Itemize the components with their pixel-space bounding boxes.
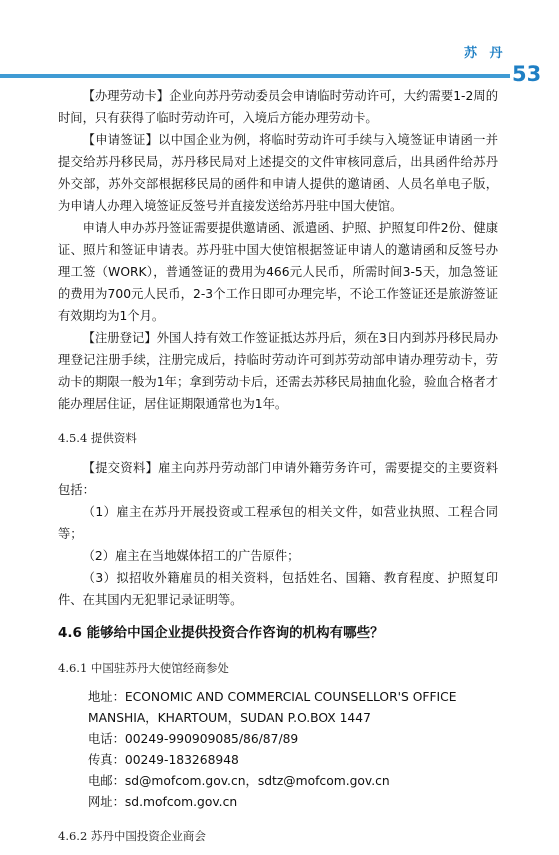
running-title: 苏 丹 [464, 46, 507, 61]
list-item-3: （3）拟招收外籍雇员的相关资料，包括姓名、国籍、教育程度、护照复印件、在其国内无犯罪记录证明等。 [58, 571, 498, 607]
paragraph-registration: 【注册登记】外国人持有效工作签证抵达苏丹后，须在3日内到苏丹移民局办理登记注册手续，注册完成后，持临时劳动许可到苏劳动部申请办理劳动卡，劳动卡的期限一般为1年；拿到劳动卡后，还需去苏移民局抽血化验，验血合格者才能办理居住证，居住证期限通常也为1年。 [58, 331, 498, 411]
contact-fax: 传真：00249-183268948 [88, 753, 239, 767]
paragraph-visa-application: 【申请签证】以中国企业为例，将临时劳动许可手续与入境签证申请函一并提交给苏丹移民局，苏丹移民局对上述提交的文件审核同意后，出具函件给苏丹外交部，苏外交部根据移民局的函件和申请人提供的邀请函、人员名单电子版，为申请人办理入境签证反签号并直接发送给苏丹驻中国大使馆。 [58, 133, 498, 213]
contact-block [58, 687, 498, 813]
paragraph-labor-card: 【办理劳动卡】企业向苏丹劳动委员会申请临时劳动许可，大约需要1-2周的时间，只有获得了临时劳动许可，入境后方能办理劳动卡。 [58, 89, 498, 125]
section-heading-4-6: 4.6 能够给中国企业提供投资合作咨询的机构有哪些？ [58, 625, 384, 641]
contact-email[interactable]: 电邮：sd@mofcom.gov.cn，sdtz@mofcom.gov.cn [88, 774, 390, 788]
paragraph-visa-requirements: 申请人申办苏丹签证需要提供邀请函、派遣函、护照、护照复印件2份、健康证、照片和签证申请表。苏丹驻中国大使馆根据签证申请人的邀请函和反签号办理工签（WORK），普通签证的费用为466元人民币，所需时间3-5天，加急签证的费用为700元人民币，2-3个工作日即可办理完毕，不论工作签证还是旅游签证有效期均为1个月。 [58, 221, 498, 323]
page-number: 53 [512, 62, 542, 86]
header-rule [0, 74, 510, 78]
contact-address: 地址：ECONOMIC AND COMMERCIAL COUNSELLOR'S OFFICE MANSHIA，KHARTOUM，SUDAN P.O.BOX 1447 [88, 690, 457, 725]
page-content [58, 85, 498, 855]
paragraph-submit-materials: 【提交资料】雇主向苏丹劳动部门申请外籍劳务许可，需要提交的主要资料包括： [58, 461, 498, 497]
list-item-2: （2）雇主在当地媒体招工的广告原件； [82, 549, 300, 563]
list-item-1: （1）雇主在苏丹开展投资或工程承包的相关文件，如营业执照、工程合同等； [58, 505, 498, 541]
contact-phone: 电话：00249-990909085/86/87/89 [88, 732, 299, 746]
subsection-heading-4-5-4: 4.5.4 提供资料 [58, 431, 137, 445]
subsection-heading-4-6-2: 4.6.2 苏丹中国投资企业商会 [58, 829, 206, 843]
contact-website[interactable]: 网址：sd.mofcom.gov.cn [88, 795, 238, 809]
subsection-heading-4-6-1: 4.6.1 中国驻苏丹大使馆经商参处 [58, 661, 229, 675]
